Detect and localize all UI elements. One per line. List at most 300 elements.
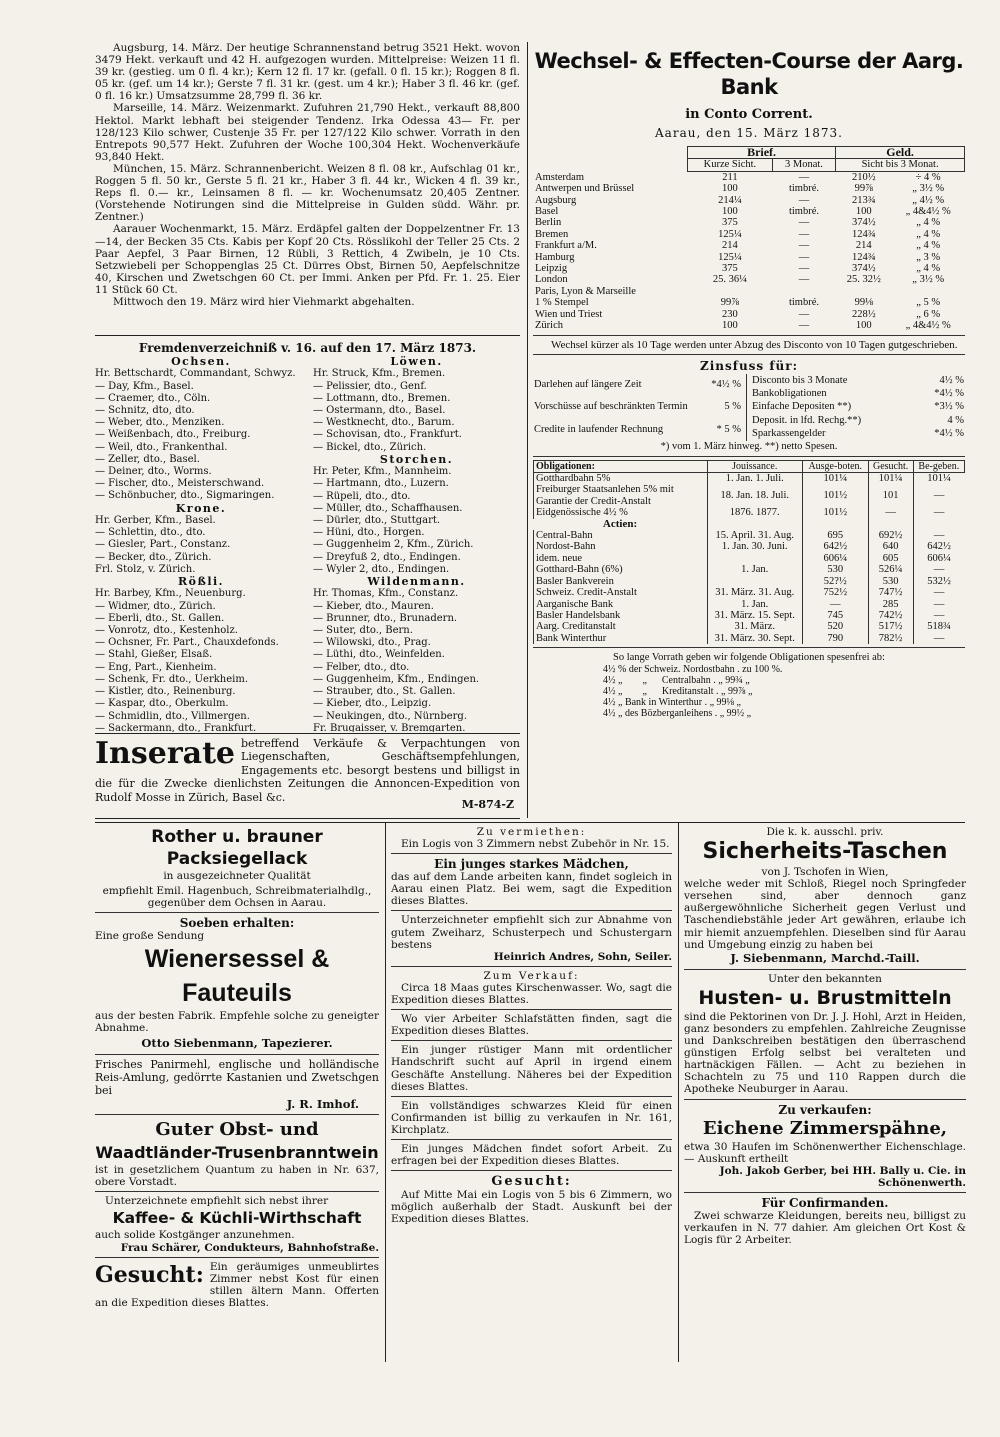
eichen-pre: Zu verkaufen:: [778, 1102, 872, 1117]
geld-zins-cell: „ 3 %: [916, 251, 941, 263]
ads-column-middle: [391, 826, 672, 1356]
guest-entry: — Deiner, dto., Worms.: [95, 466, 212, 478]
security-row: [534, 530, 965, 541]
husten-pre: Unter den bekannten: [768, 972, 882, 985]
geld-zins-cell: „ 4½ %: [912, 194, 945, 206]
zins-rate: *4½ %: [711, 379, 742, 391]
konf-heading: Für Confirmanden.: [761, 1195, 889, 1210]
divider: [95, 733, 520, 734]
geld-sicht-cell: [836, 286, 892, 297]
wechsel-row: [533, 297, 965, 308]
jouissance-cell: 1. Jan. 30. Juni.: [707, 541, 802, 552]
jouissance-cell: 31. März. 30. Sept.: [707, 633, 802, 644]
konf-text: Zwei schwarze Kleidungen, bereits neu, billigst zu verkaufen in N. 77 dahier. Am gleichen Ort Kost & Logis für 2 Arbeiter.: [684, 1209, 966, 1247]
guest-entry: — Weber, dto., Menziken.: [95, 417, 225, 429]
guest-entry: — Hüni, dto., Horgen.: [313, 527, 425, 539]
begeben-cell: 518¾: [913, 621, 964, 632]
imhof-sig: J. R. Imhof.: [286, 1097, 359, 1112]
place-cell: Frankfurt a/M.: [535, 240, 597, 252]
vorrath-item: 4½ % der Schweiz. Nordostbahn . zu 100 %.: [603, 664, 783, 676]
sicherheit-pre: Die k. k. ausschl. priv.: [766, 826, 884, 838]
gesucht-text: Ein geräumiges unmeublirtes Zimmer nebst Kost für einen stillen ältern Mann. Offerten an die Expedition dieses Blattes.: [95, 1260, 379, 1309]
sicherheit-von: von J. Tschofen in Wien,: [761, 866, 889, 879]
verm-heading: Zu vermiethen:: [476, 826, 587, 838]
husten-text: sind die Pektorinen von Dr. J. J. Hohl, Arzt in Heiden, ganz besonders zu empfehlen. Zahlreiche Zeugnisse und Dankschreiben bestätigen den überraschend günstigen Erfolg selbst bei veralteten und hartnäckigen Fällen. — Acht zu beziehen in Schachteln zu 75 und 110 Rappen durch die Apotheke Neuburger in Aarau.: [684, 1010, 966, 1096]
guest-entry: — Stahl, Gießer, Elsaß.: [95, 649, 213, 661]
geld-sicht-cell: 214: [855, 240, 872, 252]
obst-heading: Guter Obst- und: [155, 1119, 319, 1141]
place-cell: 1 % Stempel: [535, 297, 589, 309]
brief-3monat-cell: —: [798, 263, 810, 275]
obst-heading-2: Waadtländer-Trusenbranntwein: [95, 1143, 379, 1163]
maedchen-heading: Ein junges starkes Mädchen,: [434, 857, 629, 872]
guest-entry: — Schmidlin, dto., Villmergen.: [95, 710, 250, 722]
brief-3monat-cell: timbré.: [788, 183, 819, 195]
arbeit-text: Ein junges Mädchen findet sofort Arbeit. Zu erfragen bei der Expedition dieses Blattes.: [391, 1142, 672, 1168]
hotel-heading: Löwen.: [390, 355, 443, 368]
gesucht-cell: 517½: [868, 621, 913, 632]
brief-3monat-cell: timbré.: [788, 297, 819, 309]
guest-entry: Fr. Brugaisser, v. Bremgarten.: [313, 722, 466, 732]
guest-entry: Hr. Thomas, Kfm., Constanz.: [313, 588, 459, 600]
brief-3monat-cell: —: [798, 194, 810, 206]
guest-entry: — Guggenheim, Kfm., Endingen.: [313, 673, 480, 685]
jouissance-cell: 1. Jan.: [707, 564, 802, 575]
jouissance-cell: [707, 553, 802, 564]
wechsel-row: [533, 263, 965, 274]
guest-entry: — Bickel, dto., Zürich.: [313, 441, 427, 453]
zins-rate: 4 %: [947, 414, 964, 426]
obl-header-cell: Ausge-boten.: [802, 460, 868, 472]
geld-zins-cell: „ 4&4½ %: [905, 206, 951, 218]
guest-entry: — Becker, dto., Zürich.: [95, 551, 212, 563]
security-name-cell: Eidgenössische 4½ %: [534, 507, 708, 518]
zweiharz-text: Unterzeichneter empfiehlt sich zur Abnahme von gutem Zweiharz, Schusterpech und Schustergarn bestens: [391, 914, 672, 951]
zins-label: Deposit. in lfd. Rechg.**): [752, 414, 862, 426]
gesucht2-text: Auf Mitte Mai ein Logis von 5 bis 6 Zimmern, wo möglich außerhalb der Stadt. Auskunft bei der Expedition dieses Blattes.: [391, 1189, 672, 1226]
security-row: [534, 610, 965, 621]
guest-entry: — Vonrotz, dto., Kestenholz.: [95, 625, 238, 637]
col-3monat: 3 Monat.: [772, 159, 835, 171]
guest-entry: — Felber, dto., dto.: [313, 661, 410, 673]
guest-entry: — Müller, dto., Schaffhausen.: [313, 502, 463, 514]
jouissance-cell: 15. April. 31. Aug.: [707, 530, 802, 541]
guest-entry: — Fischer, dto., Meisterschwand.: [95, 478, 265, 490]
hotel-heading: Storchen.: [379, 452, 454, 466]
geld-zins-cell: [892, 286, 965, 297]
actien-header-row: [534, 519, 965, 530]
wechsel-row: [533, 252, 965, 263]
inserate-mosse-ad: [95, 737, 520, 817]
ads-column-left: [95, 826, 379, 1356]
ausgeboten-cell: 752½: [802, 587, 868, 598]
guest-entry: — Schönbucher, dto., Sigmaringen.: [95, 490, 275, 502]
guest-entry: — Wilowski, dto., Prag.: [313, 637, 431, 649]
brief-kurz-cell: [688, 286, 773, 297]
guest-entry: — Pelissier, dto., Genf.: [313, 380, 427, 392]
zins-row: [751, 414, 965, 427]
gesucht-cell: 285: [868, 599, 913, 610]
gesucht-cell: 692½: [868, 530, 913, 541]
guest-entry: — Guggenheim 2, Kfm., Zürich.: [313, 539, 474, 551]
gesucht-cell: 747½: [868, 587, 913, 598]
gesucht-cell: 605: [868, 553, 913, 564]
zins-label: Sparkassengelder: [752, 428, 826, 440]
guest-entry: — Dreyfuß 2, dto., Endingen.: [313, 551, 461, 563]
geld-sicht-cell: 228½: [851, 308, 876, 320]
brief-kurz-cell: 100: [722, 206, 738, 218]
brief-kurz-cell: 230: [722, 308, 738, 320]
geld-sicht-cell: 25. 32½: [846, 274, 881, 286]
wechsel-note: Wechsel kürzer als 10 Tage werden unter Abzug des Disconto von 10 Tagen gutgeschrieben.: [551, 338, 958, 351]
hotel-heading: Rößli.: [177, 575, 225, 589]
security-row: [534, 507, 965, 518]
ausgeboten-cell: —: [802, 599, 868, 610]
wechsel-row: [533, 183, 965, 194]
security-row: [534, 473, 965, 485]
guest-entry: — Weil, dto., Frankenthal.: [95, 441, 228, 453]
lack-text: empfiehlt Emil. Hagenbuch, Schreibmaterialhdlg., gegenüber dem Ochsen in Aarau.: [102, 885, 372, 910]
guest-entry: Frl. Stolz, v. Zürich.: [95, 563, 196, 575]
wechsel-row: [533, 171, 965, 183]
guest-entry: — Lüthi, dto., Weinfelden.: [313, 649, 445, 661]
bank-date: Aarau, den 15. März 1873.: [655, 126, 843, 140]
zins-rate: *3½ %: [934, 401, 964, 413]
sicherheit-text: welche weder mit Schloß, Riegel noch Springfeder versehen sind, aber dennoch ganz außergewöhnliche Sicherheit gegen Verlust und Taschendiebstähle jeder Art gewähren, erlaube ich mir hiemit anzuempfehlen. Dieselben sind für Aarau und Umgebung einzig zu haben bei: [684, 878, 966, 951]
brief-3monat-cell: —: [798, 251, 810, 263]
sicherheit-sig: J. Siebenmann, Marchd.-Taill.: [730, 950, 920, 965]
eichen-heading: Eichene Zimmerspähne,: [702, 1117, 948, 1139]
ausgeboten-cell: 790: [802, 633, 868, 644]
geld-sicht-cell: 213¾: [851, 194, 876, 206]
zins-row: [533, 418, 742, 440]
ausgeboten-cell: 606¼: [802, 553, 868, 564]
gesucht-cell: —: [868, 507, 913, 518]
wechsel-row: [533, 286, 965, 297]
geld-sicht-cell: 124¾: [851, 251, 876, 263]
brief-3monat-cell: —: [798, 228, 810, 240]
jouissance-cell: 31. März.: [707, 621, 802, 632]
divider: [95, 822, 965, 823]
obl-header-cell: Gesucht.: [868, 460, 913, 472]
security-name-cell: Bank Winterthur: [534, 633, 708, 644]
security-row: [534, 621, 965, 632]
inserate-code: M-874-Z: [461, 798, 514, 811]
zins-label: Bankobligationen: [752, 388, 827, 399]
zins-rate: *4½ %: [934, 388, 964, 399]
guest-entry: — Kaspar, dto., Oberkulm.: [95, 698, 229, 710]
begeben-cell: —: [913, 599, 964, 610]
kaffee-heading: Kaffee- & Küchli-Wirthschaft: [112, 1209, 362, 1228]
zins-table: [533, 374, 965, 441]
ausgeboten-cell: 101¼: [802, 473, 868, 485]
lack-title: Rother u. brauner Packsiegellack: [151, 827, 323, 869]
jouissance-cell: 1. Jan.: [707, 599, 802, 610]
security-row: [534, 587, 965, 598]
verkauf-text: Circa 18 Maas gutes Kirschenwasser. Wo, sagt die Expedition dieses Blattes.: [391, 981, 672, 1007]
guest-entry: — Weißenbach, dto., Freiburg.: [95, 429, 251, 441]
guest-entry: — Day, Kfm., Basel.: [95, 380, 194, 392]
guest-entry: — Kieber, dto., Leipzig.: [313, 698, 432, 710]
brief-3monat-cell: —: [798, 240, 810, 252]
market-viehmarkt: Mittwoch den 19. März wird hier Viehmarkt abgehalten.: [113, 295, 415, 308]
guest-entry: Hr. Gerber, Kfm., Basel.: [95, 515, 216, 527]
jouissance-cell: 1876. 1877.: [707, 507, 802, 518]
market-reports: [95, 42, 520, 334]
place-cell: Hamburg: [535, 251, 575, 263]
geld-sicht-cell: 210½: [851, 171, 876, 183]
brief-3monat-cell: —: [798, 308, 810, 320]
zins-label: Disconto bis 3 Monate: [752, 374, 848, 386]
obl-header-cell: Jouissance.: [707, 460, 802, 472]
security-row: [534, 541, 965, 552]
security-name-cell: idem. neue: [534, 553, 708, 564]
maedchen-text: das auf dem Lande arbeiten kann, findet sogleich in Aarau einen Platz. Bei wem, sagt die Expedition dieses Blattes.: [391, 871, 672, 908]
empty-cell: [913, 519, 964, 530]
guest-entry: — Ochsner, Fr. Part., Chauxdefonds.: [95, 637, 279, 649]
security-name-cell: Aarg. Creditanstalt: [534, 621, 708, 632]
wechsel-row: [533, 195, 965, 206]
guest-entry: — Brunner, dto., Brunadern.: [313, 612, 458, 624]
market-aarau: Aarauer Wochenmarkt, 15. März. Erdäpfel galten der Doppelzentner Fr. 13—14, der Becken 35 Cts. Kabis per Kopf 20 Cts. Rösslikohl der Teller 25 Cts. 2 Paar Aepfel, 3 Paar Birnen, 12 Rübli, 3 Rettich, 4 Zwibeln, je 10 Cts. Setzwiebeli per Schoppenglas 25 Ct. Dürres Obst, Birnen 50, Aepfelschnitze 40, Kirschen und Zwetschgen 60 Ct. per Immi. Anken per Pfd. Fr. 1. 25. Eier 11 Stück 60 Ct.: [95, 223, 520, 296]
brief-kurz-cell: 25. 36¼: [712, 274, 747, 286]
place-cell: Augsburg: [535, 194, 577, 206]
geld-zins-cell: ÷ 4 %: [915, 171, 941, 183]
ausgeboten-cell: 101½: [802, 507, 868, 518]
zins-footnote: *) vom 1. März hinweg. **) netto Spesen.: [660, 440, 838, 452]
fremden-left-column: [95, 356, 307, 732]
security-row: [534, 484, 965, 507]
security-name-cell: Freiburger Staatsanlehen 5% mit Garantie der Credit-Anstalt: [534, 484, 708, 507]
ausgeboten-cell: 695: [802, 530, 868, 541]
begeben-cell: —: [913, 564, 964, 575]
brief-kurz-cell: 214¼: [718, 194, 742, 206]
bank-title: Wechsel- & Effecten-Course der Aarg. Bank: [534, 49, 964, 99]
guest-entry: — Ostermann, dto., Basel.: [313, 405, 446, 417]
security-name-cell: Central-Bahn: [534, 530, 708, 541]
wechsel-row: [533, 217, 965, 228]
guest-entry: — Schnitz, dto, dto.: [95, 405, 195, 417]
vorrath-item: 4½ „ des Bözberganleihens . „ 99½ „: [603, 708, 752, 720]
gesucht-cell: 530: [868, 576, 913, 587]
ausgeboten-cell: 745: [802, 610, 868, 621]
kaffee-text: auch solide Kostgänger anzunehmen.: [95, 1229, 295, 1242]
empty-cell: [868, 519, 913, 530]
ausgeboten-cell: 642½: [802, 541, 868, 552]
brief-3monat-cell: —: [798, 320, 810, 332]
geld-sicht-cell: 374½: [851, 217, 876, 229]
ausgeboten-cell: 101½: [802, 484, 868, 507]
empty-cell: [802, 519, 868, 530]
place-cell: Berlin: [535, 217, 562, 229]
hotel-heading: Ochsen.: [171, 355, 231, 368]
security-row: [534, 564, 965, 575]
actien-header: Actien:: [602, 517, 638, 530]
brief-3monat-cell: —: [798, 171, 810, 183]
security-name-cell: Schweiz. Credit-Anstalt: [534, 587, 708, 598]
gesucht-cell: 101¼: [868, 473, 913, 485]
security-name-cell: Gotthardbahn 5%: [534, 473, 708, 485]
guest-entry: Hr. Struck, Kfm., Bremen.: [313, 368, 446, 380]
guest-entry: — Westknecht, dto., Barum.: [313, 417, 455, 429]
hotel-heading: Wildenmann.: [367, 575, 466, 589]
begeben-cell: 606¼: [913, 553, 964, 564]
brief-kurz-cell: 125¼: [718, 251, 742, 263]
market-muenchen: München, 15. März. Schrannenbericht. Weizen 8 fl. 08 kr., Aufschlag 01 kr., Roggen 5 fl. 50 kr., Gerste 5 fl. 21 kr., Haber 3 fl. 44 kr., Wicken 4 fl. 39 kr., Reps fl. 0.— kr., Leinsamen 8 fl. — kr. Wochenumsatz 20,405 Zentner. (Vorstehende Notirungen sind die Mittelpreise in Gulden südd. Währ. pr. Zentner.): [95, 162, 520, 224]
guest-entry: — Suter, dto., Bern.: [313, 625, 413, 637]
guest-entry: — Neukingen, dto., Nürnberg.: [313, 710, 467, 722]
brief-kurz-cell: 211: [722, 171, 738, 183]
place-cell: Amsterdam: [535, 171, 584, 183]
ausgeboten-cell: 530: [802, 564, 868, 575]
lack-sub: in ausgezeichneter Qualität: [163, 870, 311, 882]
ausgeboten-cell: 520: [802, 621, 868, 632]
guest-entry: — Eberli, dto., St. Gallen.: [95, 612, 225, 624]
guest-entry: — Craemer, dto., Cöln.: [95, 392, 211, 404]
obst-text: ist in gesetzlichem Quantum zu haben in Nr. 637, obere Vorstadt.: [95, 1164, 379, 1189]
brief-3monat-cell: timbré.: [788, 206, 819, 218]
geld-zins-cell: „ 4 %: [916, 263, 941, 275]
column-rule: [527, 42, 528, 818]
guest-entry: — Sackermann, dto., Frankfurt.: [95, 722, 257, 732]
geld-sicht-cell: 99⅛: [854, 297, 873, 309]
andres-sig: Heinrich Andres, Sohn, Seiler.: [493, 950, 672, 963]
kleid-text: Ein vollständiges schwarzes Kleid für einen Confirmanden ist billig zu verkaufen in Nr. 161, Kirchplatz.: [391, 1099, 672, 1136]
verkauf-heading: Zum Verkauf:: [483, 969, 580, 982]
geld-sicht-cell: 100: [855, 320, 872, 332]
zins-rate: * 5 %: [716, 423, 742, 435]
zins-label: Vorschüsse auf beschränkten Termin: [534, 401, 688, 413]
zins-label: Einfache Depositen **): [752, 401, 852, 413]
obl-header-row: [534, 460, 965, 472]
wechsel-table: [533, 146, 965, 332]
wechsel-row: [533, 229, 965, 240]
wiener-heading: Wienersessel & Fauteuils: [144, 945, 330, 1008]
security-name-cell: Nordost-Bahn: [534, 541, 708, 552]
begeben-cell: —: [913, 633, 964, 644]
place-cell: Leipzig: [535, 263, 568, 275]
vorrath-text: So lange Vorrath geben wir folgende Obligationen spesenfrei ab:: [613, 652, 885, 664]
begeben-cell: —: [913, 587, 964, 598]
place-cell: Zürich: [535, 320, 563, 332]
security-name-cell: Gotthard-Bahn (6%): [534, 564, 708, 575]
begeben-cell: —: [913, 530, 964, 541]
fremden-right-column: [313, 356, 520, 732]
kaffee-pre: Unterzeichnete empfiehlt sich nebst ihrer: [105, 1195, 329, 1208]
husten-heading: Husten- u. Brustmitteln: [698, 986, 952, 1009]
geld-zins-cell: „ 4 %: [916, 228, 941, 240]
zins-row: [751, 374, 965, 387]
place-cell: Basel: [535, 206, 559, 218]
zins-rate: 4½ %: [939, 374, 964, 386]
geld-zins-cell: „ 3½ %: [912, 274, 945, 286]
geld-header: Geld.: [836, 147, 965, 159]
panir-text: Frisches Panirmehl, englische und holländische Reis-Amlung, gedörrte Kastanien und Zwetschgen bei: [95, 1057, 379, 1097]
guest-entry: — Dürler, dto., Stuttgart.: [313, 515, 441, 527]
vorrath-list: [533, 664, 965, 719]
zins-row: [751, 400, 965, 413]
begeben-cell: —: [913, 507, 964, 518]
schlaf-text: Wo vier Arbeiter Schlafstätten finden, sagt die Expedition dieses Blattes.: [391, 1013, 672, 1038]
geld-zins-cell: „ 3½ %: [912, 183, 945, 195]
security-name-cell: Basler Bankverein: [534, 576, 708, 587]
begeben-cell: —: [913, 610, 964, 621]
zins-rate: 5 %: [724, 401, 742, 413]
gesucht-cell: 526¼: [868, 564, 913, 575]
security-row: [534, 599, 965, 610]
security-row: [534, 576, 965, 587]
gesucht-cell: 640: [868, 541, 913, 552]
zins-row: [533, 374, 742, 396]
ads-column-right: [684, 826, 966, 1356]
wechsel-row: [533, 320, 965, 331]
place-cell: Wien und Triest: [535, 308, 603, 320]
wechsel-row: [533, 309, 965, 320]
col-sicht: Sicht bis 3 Monat.: [836, 159, 965, 171]
security-row: [534, 553, 965, 564]
brief-kurz-cell: 100: [722, 320, 738, 332]
brief-3monat-cell: —: [798, 217, 810, 229]
begeben-cell: —: [913, 484, 964, 507]
inserate-text: betreffend Verkäufe & Verpachtungen von Liegenschaften, Geschäftsempfehlungen, Engagements etc. besorgt bestens und billigst in die für die Zwecke dienlichsten Zeitungen die Annoncen-Expedition von Rudolf Mosse in Zürich, Basel &c.: [95, 737, 520, 804]
vorrath-item: 4½ „ „ Kreditanstalt . „ 99⅞ „: [603, 686, 753, 698]
guest-entry: Hr. Peter, Kfm., Mannheim.: [313, 466, 452, 478]
jouissance-cell: 18. Jan. 18. Juli.: [707, 484, 802, 507]
obl-header-cell: Be-geben.: [913, 460, 964, 472]
place-cell: Bremen: [535, 228, 569, 240]
gesucht2-heading: Gesucht:: [491, 1174, 572, 1190]
brief-kurz-cell: 99⅞: [720, 297, 740, 309]
geld-zins-cell: „ 5 %: [916, 297, 941, 309]
zins-label: Darlehen auf längere Zeit: [534, 379, 642, 391]
eichen-sig: Joh. Jakob Gerber, bei HH. Bally u. Cie. in Schönenwerth.: [719, 1164, 966, 1189]
brief-kurz-cell: 100: [722, 183, 738, 195]
soeben: Soeben erhalten:: [179, 916, 295, 931]
kaffee-sig: Frau Schärer, Condukteurs, Bahnhofstraße.: [120, 1241, 379, 1254]
guest-entry: — Kieber, dto., Mauren.: [313, 600, 434, 612]
geld-sicht-cell: 124¾: [851, 228, 876, 240]
guest-entry: — Zeller, dto., Basel.: [95, 453, 200, 465]
zins-title: Zinsfuss für:: [699, 358, 798, 373]
wiener-text: aus der besten Fabrik. Empfehle solche zu geneigter Abnahme.: [95, 1010, 379, 1035]
verm-text: Ein Logis von 3 Zimmern nebst Zubehör in Nr. 15.: [401, 838, 670, 851]
begeben-cell: 642½: [913, 541, 964, 552]
geld-sicht-cell: 99⅞: [854, 183, 873, 195]
obl-header-cell: Obligationen:: [534, 460, 708, 472]
inserate-heading: Inserate: [95, 737, 236, 771]
column-rule: [385, 822, 386, 1362]
fremden-verzeichnis: [95, 340, 520, 732]
geld-sicht-cell: 374½: [851, 263, 876, 275]
guest-entry: — Schovisan, dto., Frankfurt.: [313, 429, 462, 441]
gesucht-heading: Gesucht:: [95, 1261, 204, 1288]
guest-entry: — Schenk, Fr. dto., Uerkheim.: [95, 673, 249, 685]
jouissance-cell: 31. März. 15. Sept.: [707, 610, 802, 621]
gesucht-cell: 101: [868, 484, 913, 507]
zins-row: [751, 427, 965, 440]
guest-entry: — Lottmann, dto., Bremen.: [313, 392, 451, 404]
geld-sicht-cell: 100: [855, 206, 872, 218]
wechsel-row: [533, 240, 965, 251]
guest-entry: — Rüpeli, dto., dto.: [313, 490, 411, 502]
brief-kurz-cell: 214: [722, 240, 738, 252]
fremden-title: Fremdenverzeichniß v. 16. auf den 17. März 1873.: [138, 341, 477, 355]
hotel-heading: Krone.: [175, 501, 227, 515]
sendung: Eine große Sendung: [95, 930, 205, 943]
eichen-text: etwa 30 Haufen im Schönenwerther Eichenschlage. — Auskunft ertheilt: [684, 1140, 966, 1165]
guest-entry: — Eng, Part., Kienheim.: [95, 661, 217, 673]
otto-sig: Otto Siebenmann, Tapezierer.: [141, 1035, 333, 1050]
